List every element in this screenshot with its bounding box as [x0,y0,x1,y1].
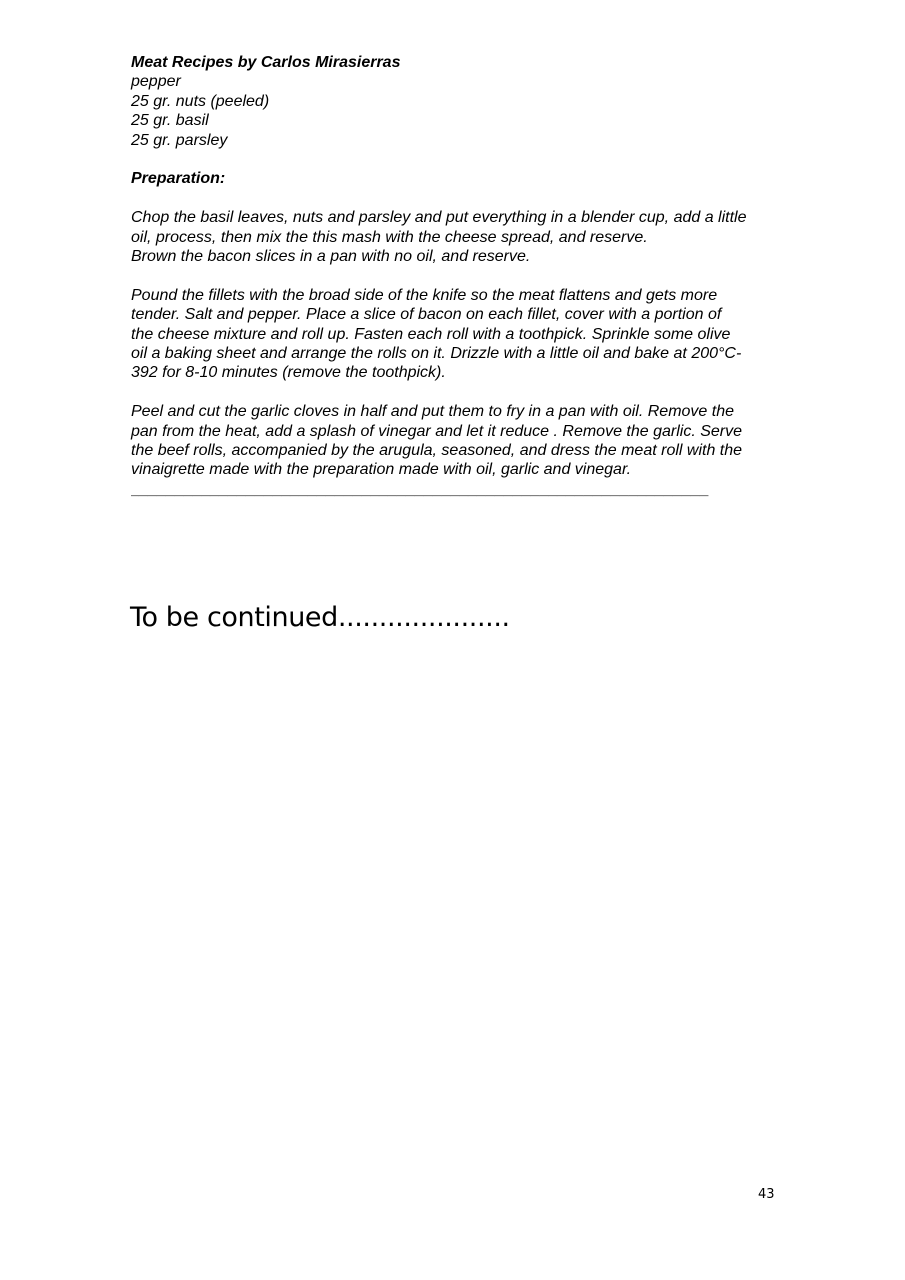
ingredient-item: 25 gr. parsley [131,131,228,149]
text-line: pan from the heat, add a splash of vinegar and let it reduce . Remove the garlic. Serve [131,422,743,440]
ingredient-item: 25 gr. nuts (peeled) [131,92,270,110]
text-line: Peel and cut the garlic cloves in half and put them to fry in a pan with oil. Remove the [131,403,734,421]
text-line: vinaigrette made with the preparation made with oil, garlic and vinegar. [131,461,632,479]
text-line: oil, process, then mix the this mash with the cheese spread, and reserve. [131,228,648,246]
page-body [131,53,791,499]
text-line: Brown the bacon slices in a pan with no oil, and reserve. [131,248,531,266]
text-line: Chop the basil leaves, nuts and parsley and put everything in a blender cup, add a little [131,209,747,227]
preparation-heading: Preparation: [131,170,226,188]
text-line: 392 for 8-10 minutes (remove the toothpick). [131,364,446,382]
page-number: 43 [758,1187,775,1202]
ingredient-item: 25 gr. basil [131,112,209,130]
underscore-rule: _________________________________________________________________ [131,480,710,498]
ingredient-list [131,72,791,150]
text-line: the cheese mixture and roll up. Fasten each roll with a toothpick. Sprinkle some olive [131,325,731,343]
preparation-paragraph-3 [131,402,791,480]
to-be-continued-text: To be continued..................... [130,602,510,633]
text-line: oil a baking sheet and arrange the rolls on it. Drizzle with a little oil and bake at 200°C- [131,345,742,363]
preparation-paragraph-2 [131,286,791,383]
preparation-paragraph-1 [131,208,791,266]
text-line: tender. Salt and pepper. Place a slice of bacon on each fillet, cover with a portion of [131,306,722,324]
document-header-title: Meat Recipes by Carlos Mirasierras [131,54,401,71]
text-line: Pound the fillets with the broad side of the knife so the meat flattens and gets more [131,286,718,304]
ingredient-item: pepper [131,73,181,91]
text-line: the beef rolls, accompanied by the arugula, seasoned, and dress the meat roll with the [131,442,743,460]
